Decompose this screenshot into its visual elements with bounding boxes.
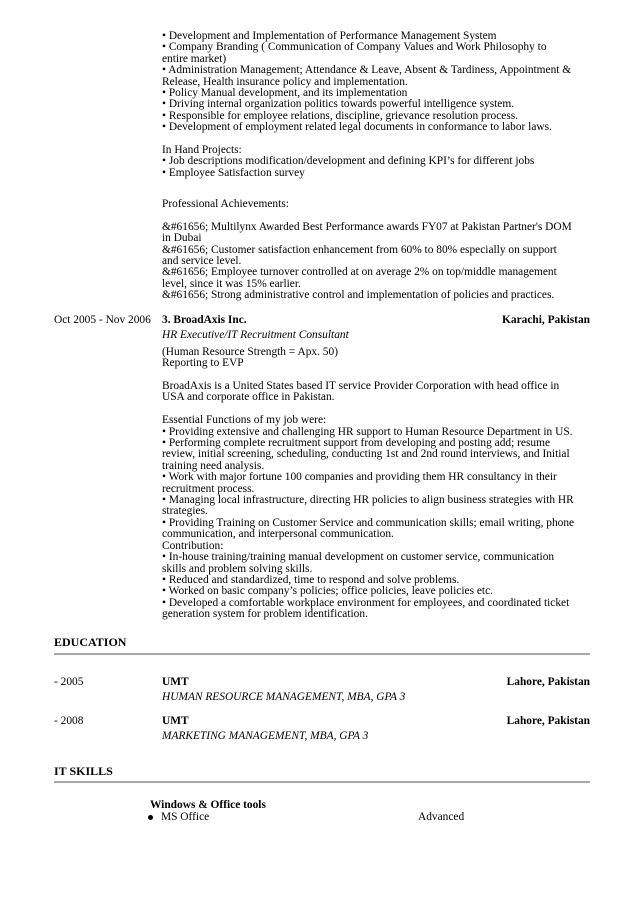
function-line: • Providing extensive and challenging HR support to Human Resource Department in US. — [162, 425, 573, 438]
previous-job-duties — [162, 31, 582, 179]
function-line: • Worked on basic company’s policies; office policies, leave policies etc. — [162, 585, 493, 598]
function-line: recruitment process. — [162, 482, 255, 495]
in-hand-line: • Job descriptions modification/development and defining KPI’s for different jobs — [162, 155, 535, 168]
duty-line: • Administration Management; Attendance & Leave, Absent & Tardiness, Appointment & — [162, 64, 572, 77]
skill-name: MS Office — [161, 811, 210, 823]
achievement-line: level, since it was 15% earlier. — [162, 277, 301, 290]
achievements — [162, 199, 582, 302]
duty-line: • Company Branding ( Communication of Company Values and Work Philosophy to — [162, 41, 547, 54]
duty-line: Release, Health insurance policy and implementation. — [162, 75, 408, 88]
duty-line: • Driving internal organization politics towards powerful intelligence system. — [162, 98, 515, 111]
company-name: 3. BroadAxis Inc. — [162, 314, 247, 326]
education-year: - 2005 — [54, 676, 84, 688]
education-heading: EDUCATION — [54, 635, 127, 649]
function-line: Contribution: — [162, 539, 224, 552]
function-line: skills and problem solving skills. — [162, 562, 313, 575]
about-line: BroadAxis is a United States based IT service Provider Corporation with head office in — [162, 380, 560, 393]
education-year: - 2008 — [54, 715, 84, 727]
achievement-line: and service level. — [162, 255, 242, 268]
school-name: UMT — [162, 715, 189, 727]
school-name: UMT — [162, 676, 189, 688]
function-line: • Reduced and standardized, time to respond and solve problems. — [162, 573, 460, 586]
function-line: • In-house training/training manual development on customer service, communication — [162, 551, 555, 564]
in-hand-heading: In Hand Projects: — [162, 144, 242, 157]
education-location: Lahore, Pakistan — [506, 676, 590, 688]
in-hand-line: • Employee Satisfaction survey — [162, 166, 305, 179]
achievement-line: &#61656; Strong administrative control and implementation of policies and practices. — [162, 289, 555, 302]
degree: HUMAN RESOURCE MANAGEMENT, MBA, GPA 3 — [162, 691, 406, 704]
skill-category: Windows & Office tools — [150, 799, 266, 811]
reporting-line: Reporting to EVP — [162, 357, 244, 370]
function-line: • Performing complete recruitment support from developing and posting add; resume — [162, 437, 551, 450]
function-line: • Managing local infrastructure, directing HR policies to align business strategies with HR — [162, 494, 574, 507]
function-line: training need analysis. — [162, 459, 265, 472]
achievement-line: &#61656; Employee turnover controlled at on average 2% on top/middle management — [162, 266, 557, 279]
achievement-line: &#61656; Customer satisfaction enhancement from 60% to 80% especially on support — [162, 243, 557, 256]
job-dates: Oct 2005 - Nov 2006 — [54, 314, 151, 326]
achievement-line: &#61656; Multilynx Awarded Best Performance awards FY07 at Pakistan Partner's DOM — [162, 220, 572, 233]
function-line: review, initial screening, scheduling, conducting 1st and 2nd round interviews, and Initial — [162, 448, 570, 461]
section-divider — [54, 653, 590, 655]
job-location: Karachi, Pakistan — [502, 314, 590, 326]
function-line: • Work with major fortune 100 companies and providing them HR consultancy in their — [162, 471, 557, 484]
duty-line: • Policy Manual development, and its implementation — [162, 87, 408, 100]
education-location: Lahore, Pakistan — [506, 715, 590, 727]
skill-item — [148, 812, 209, 823]
duty-line: • Responsible for employee relations, discipline, grievance resolution process. — [162, 109, 519, 122]
hr-strength: (Human Resource Strength = Apx. 50) — [162, 345, 338, 358]
education-entry — [162, 677, 582, 704]
achievement-line: in Dubai — [162, 232, 202, 245]
job-entry — [162, 315, 582, 621]
function-line: generation system for problem identification. — [162, 608, 368, 621]
education-entry — [162, 716, 582, 743]
it-skills-heading: IT SKILLS — [54, 764, 113, 778]
duty-line: • Development of employment related legal documents in conformance to labor laws. — [162, 121, 552, 134]
skill-level: Advanced — [418, 811, 465, 823]
duty-line: entire market) — [162, 52, 227, 65]
duty-line: • Development and Implementation of Performance Management System — [162, 30, 497, 42]
degree: MARKETING MANAGEMENT, MBA, GPA 3 — [162, 730, 369, 743]
function-line: strategies. — [162, 505, 208, 518]
about-line: USA and corporate office in Pakistan. — [162, 391, 335, 404]
function-line: • Developed a comfortable workplace environment for employees, and coordinated ticket — [162, 596, 570, 609]
job-role: HR Executive/IT Recruitment Consultant — [162, 329, 349, 342]
achievements-heading: Professional Achievements: — [162, 198, 289, 210]
function-line: communication, and interpersonal communication. — [162, 528, 394, 541]
bullet-icon — [148, 815, 153, 820]
section-divider — [54, 781, 590, 783]
function-line: • Providing Training on Customer Service and communication skills; email writing, phone — [162, 516, 575, 529]
functions-heading: Essential Functions of my job were: — [162, 414, 327, 427]
